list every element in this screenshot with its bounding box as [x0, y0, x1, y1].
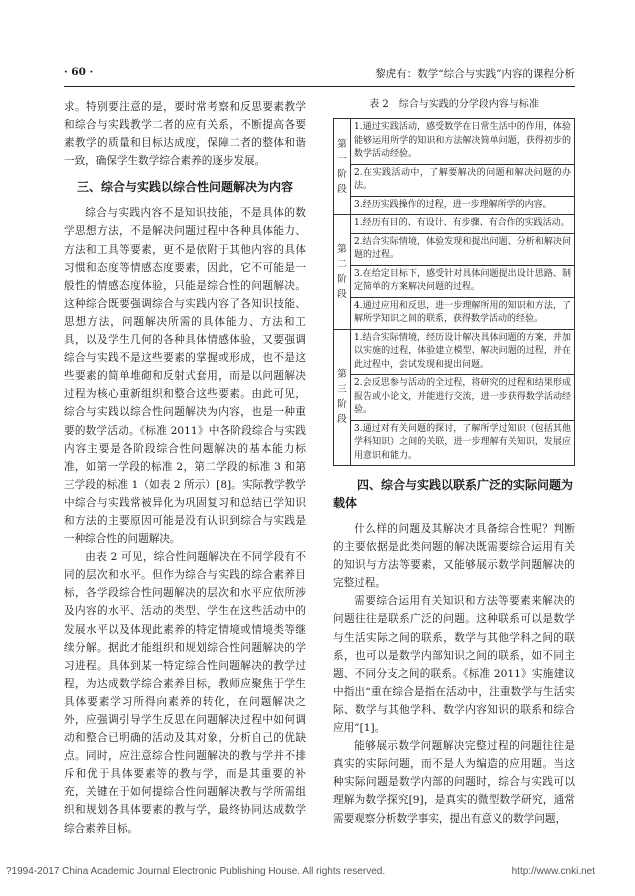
table-cell: 3.经历实践操作的过程，进一步理解所学的内容。 — [351, 196, 575, 215]
header-rule — [64, 86, 575, 87]
table-row — [334, 215, 575, 234]
section-4-paragraph: 需要综合运用有关知识和方法等要素来解决的问题往往是联系广泛的问题。这种联系可以是数学与生活实际之间的联系，数学与其他学科之间的联系，也可以是数学内部知识之间的联系，如不同主题、不同分支之间的联系。《标准 2011》实施建议中指出“重在综合是指在活动中，注重数学与生活实际、数学与其他学科、数学内容知识的联系和综合应用”[1]。 — [333, 595, 575, 735]
table-row — [334, 233, 575, 265]
section-4-title: 四、综合与实践以联系广泛的实际问题为载体 — [333, 478, 574, 510]
stage-standards-table — [333, 118, 575, 466]
table-row — [334, 375, 575, 421]
table-cell: 4.通过应用和反思，进一步理解所用的知识和方法，了解所学知识之间的联系，获得数学活动的经验。 — [351, 297, 575, 329]
stage-label-3: 第 三 阶 段 — [334, 329, 351, 466]
table-cell: 1.经历有目的、有设计、有步骤、有合作的实践活动。 — [351, 215, 575, 234]
running-title: 黎虎有：数学“综合与实践”内容的课程分析 — [375, 68, 575, 80]
table-row — [334, 329, 575, 375]
table-cell: 1.通过实践活动，感受数学在日常生活中的作用，体验能够运用所学的知识和方法解决简单问题，获得初步的数学活动经验。 — [351, 119, 575, 165]
table-cell: 2.结合实际情境，体验发现和提出问题、分析和解决问题的过程。 — [351, 233, 575, 265]
table-caption: 表 2 综合与实践的分学段内容与标准 — [369, 99, 539, 110]
table-cell: 3.通过对有关问题的探讨，了解所学过知识（包括其他学科知识）之间的关联，进一步理解有关知识，发展应用意识和能力。 — [351, 420, 575, 466]
table-row — [334, 164, 575, 196]
left-column — [64, 98, 306, 838]
section-3-paragraph: 综合与实践内容不是知识技能，不是具体的数学思想方法，不是解决问题过程中各种具体能力、方法和工具等要素，更不是依附于其他内容的具体习惯和态度等情感态度要素，因此，它不可能是一般性的情感态度体验，只能是综合性的问题解决。这种综合既要强调综合与实践内容了各知识技能、思想方法，问题解决所需的具体能力、方法和工具，以及学生几何的各种具体情感体验，又要强调综合与实践不是这些要素的掌握或形成，也不是这些要素的简单堆砌和反射式套用，而是以问题解决过程为核心重新组织和整合这些要素。由此可见，综合与实践以综合性问题解决为内容，也是一种重要的数学活动。《标准 2011》中各阶段综合与实践内容主要是各阶段综合性问题解决的基本能力标准，如第一学段的标准 2，第二学段的标准 3 和第三学段的标准 1（如表 2 所示）[8]。实际教学教学中综合与实践常被异化为巩固复习和总结已学知识和方法的主要原因可能是没有认识到综合与实践是一种综合性的问题解决。 — [64, 207, 306, 546]
page-number: · 60 · — [64, 66, 94, 78]
section-4-paragraph: 什么样的问题及其解决才具备综合性呢？判断的主要依据是此类问题的解决既需要综合运用有关的知识与方法等要素，又能够展示数学问题解决的完整过程。 — [333, 523, 575, 590]
table-cell: 1.结合实际情境，经历设计解决具体问题的方案，并加以实施的过程，体验建立模型、解决问题的过程，并在此过程中，尝试发现和提出问题。 — [351, 329, 575, 375]
table-cell: 2.在实践活动中，了解要解决的问题和解决问题的办法。 — [351, 164, 575, 196]
stage-label-2: 第 二 阶 段 — [334, 215, 351, 330]
table-cell: 3.在给定目标下，感受针对具体问题提出设计思路、制定简单的方案解决问题的过程。 — [351, 265, 575, 297]
table-row — [334, 420, 575, 466]
section-4-paragraph: 能够展示数学问题解决完整过程的问题往往是真实的实际问题，而不是人为编造的应用题。当这种实际问题是数学内部的问题时，综合与实践可以理解为数学探究[9]，是真实的微型数学研究，通常需要观察分析数学事实，提出有意义的数学问题， — [333, 740, 575, 825]
source-url[interactable]: http://www.cnki.net — [511, 866, 595, 877]
table-row — [334, 196, 575, 215]
stage-label-1: 第 一 阶 段 — [334, 119, 351, 215]
section-3-paragraph: 由表 2 可见，综合性问题解决在不同学段有不同的层次和水平。但作为综合与实践的综合素养目标，各学段综合性问题解决的层次和水平应依所涉及内容的水平、活动的类型、学生在这些活动中的发展水平以及体现此素养的特定情境或情境类等继续分解。据此才能组织和规划综合性问题解决的学习进程。具体到某一特定综合性问题解决的教学过程，为达成数学综合素养目标，教师应聚焦于学生具体要素学习所得向素养的转化，在问题解决之外，应强调引导学生反思在问题解决过程中如何调动和整合已明确的活动及其对象，分析自己的优缺点。同时，应注意综合性问题解决的教与学并不排斥和优于具体要素等的教与学，而是其重要的补充，关键在于如何提综合性问题解决教与学所需组织和规划各具体要素的教与学，最终协同达成数学综合素养目标。 — [64, 551, 306, 835]
page-footer — [0, 866, 635, 880]
page-header — [64, 66, 575, 82]
copyright-notice: ?1994-2017 China Academic Journal Electronic Publishing House. All rights reserved. — [6, 866, 386, 877]
section-3-title: 三、综合与实践以综合性问题解决为内容 — [76, 180, 293, 195]
intro-paragraph: 求。特别要注意的是，要时常考察和反思要素教学和综合与实践教学二者的应有关系，不断提高各要素教学的质量和目标达成度，保障二者的整体和谐一致，确保学生数学综合素养的逐步发展。 — [64, 101, 306, 168]
table-row — [334, 119, 575, 165]
table-cell: 2.会反思参与活动的全过程，将研究的过程和结果形成报告或小论文，并能进行交流，进一步获得数学活动经验。 — [351, 375, 575, 421]
table-row — [334, 265, 575, 297]
table-row — [334, 297, 575, 329]
right-column — [333, 98, 575, 828]
